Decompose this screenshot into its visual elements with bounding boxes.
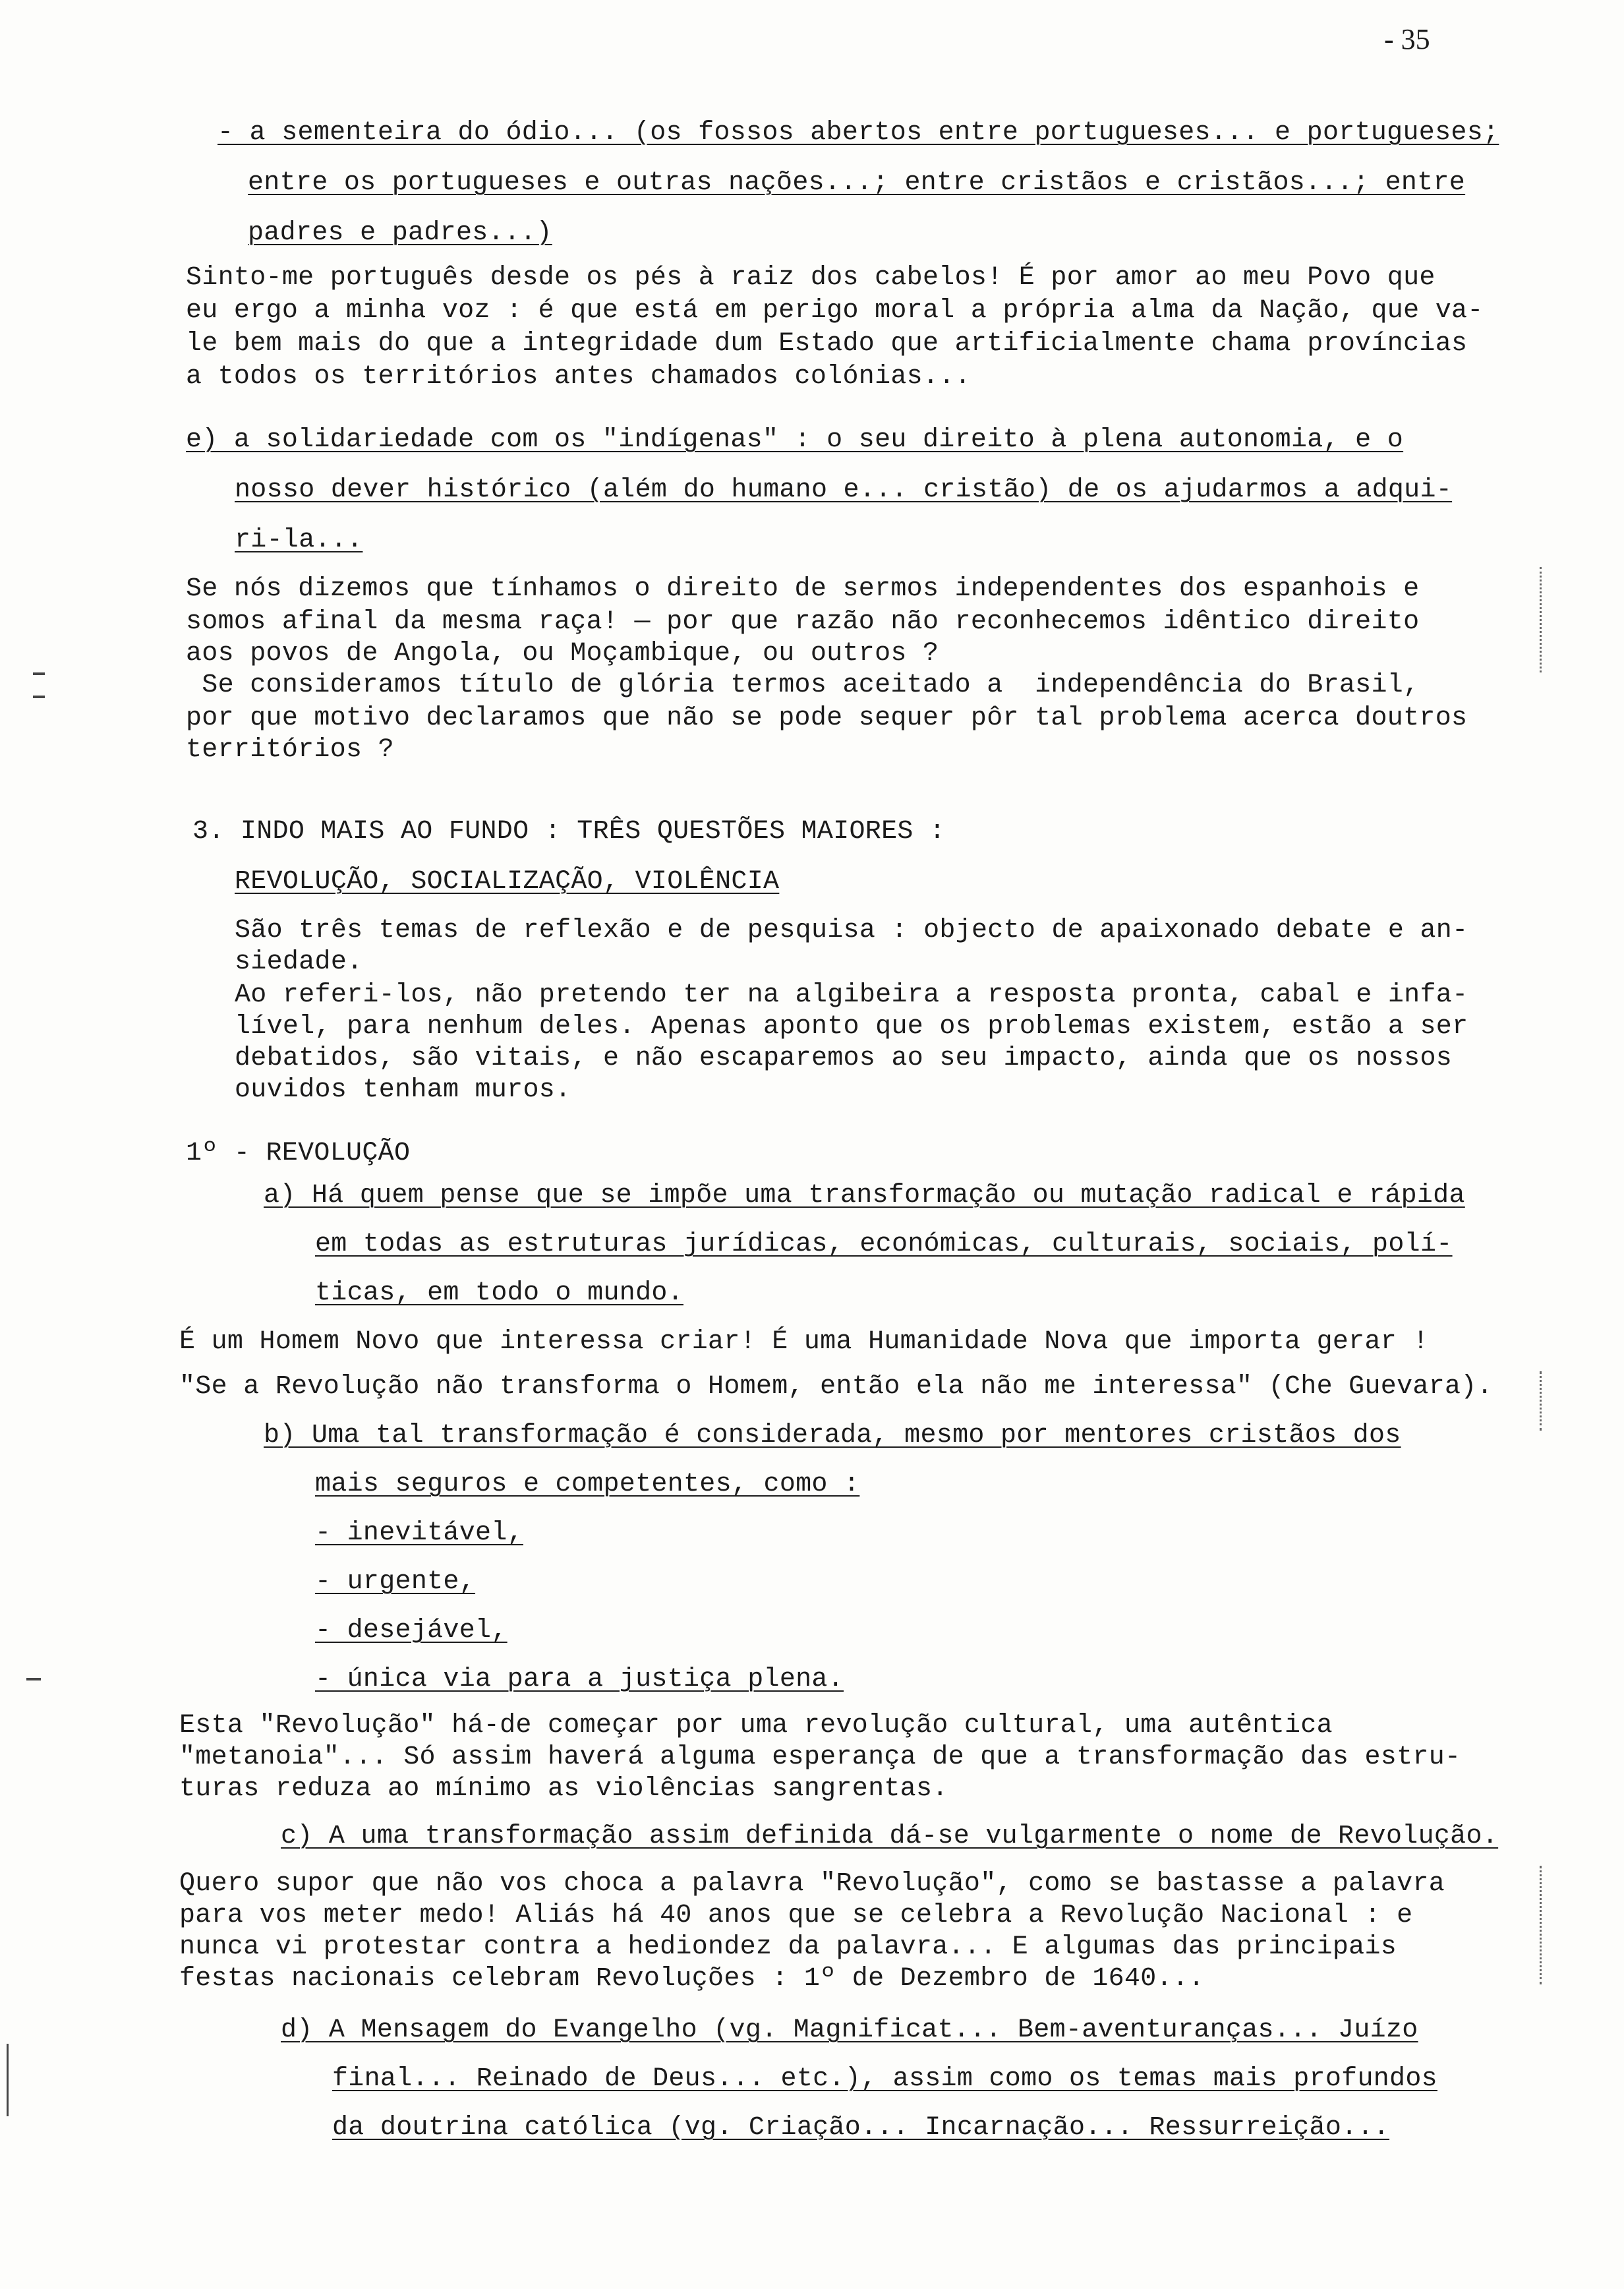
text-line: somos afinal da mesma raça! — por que razão não reconhecemos idêntico direito [186,607,1420,637]
text-line: em todas as estruturas jurídicas, económicas, culturais, sociais, polí- [315,1230,1453,1259]
text-line: Se consideramos título de glória termos aceitado a independência do Brasil, [186,670,1420,700]
text-line: Esta "Revolução" há-de começar por uma revolução cultural, uma autêntica [179,1711,1333,1740]
text-line: festas nacionais celebram Revoluções : 1º de Dezembro de 1640... [179,1964,1205,1994]
text-line: debatidos, são vitais, e não escaparemos ao seu impacto, ainda que os nossos [235,1044,1453,1073]
text-line: entre os portugueses e outras nações...; entre cristãos e cristãos...; entre [248,168,1466,198]
text-line: turas reduza ao mínimo as violências sangrentas. [179,1774,948,1804]
text-line: b) Uma tal transformação é considerada, mesmo por mentores cristãos dos [264,1421,1401,1450]
text-line: siedade. [235,947,363,977]
text-line: nunca vi protestar contra a hediondez da palavra... E algumas das principais [179,1932,1397,1962]
text-line: - a sementeira do ódio... (os fossos abertos entre portugueses... e portugueses; [218,118,1499,148]
text-line: por que motivo declaramos que não se pode sequer pôr tal problema acerca doutros [186,703,1468,733]
text-line: ticas, em todo o mundo. [315,1278,683,1308]
margin-mark [26,1678,41,1680]
list-item: - inevitável, [315,1518,523,1548]
text-line: final... Reinado de Deus... etc.), assim como os temas mais profundos [332,2064,1437,2094]
text-line: padres e padres...) [248,218,552,248]
list-item: - desejável, [315,1616,508,1646]
text-line: e) a solidariedade com os "indígenas" : o seu direito à plena autonomia, e o [186,425,1404,455]
margin-mark [33,672,45,675]
text-line: São três temas de reflexão e de pesquisa : objecto de apaixonado debate e an- [235,916,1468,945]
margin-mark [7,2044,9,2116]
text-line: da doutrina católica (vg. Criação... Incarnação... Ressurreição... [332,2113,1390,2143]
text-line: a) Há quem pense que se impõe uma transformação ou mutação radical e rápida [264,1181,1465,1210]
text-line: territórios ? [186,735,394,765]
text-line: c) A uma transformação assim definida dá-se vulgarmente o nome de Revolução. [281,1822,1499,1851]
list-item: - única via para a justiça plena. [315,1665,844,1694]
margin-dots [1540,567,1544,672]
text-line: mais seguros e competentes, como : [315,1470,860,1499]
margin-mark [33,696,45,698]
margin-dots [1540,1866,1544,1984]
text-line: Se nós dizemos que tínhamos o direito de sermos independentes dos espanhois e [186,574,1420,604]
text-line: aos povos de Angola, ou Moçambique, ou outros ? [186,639,939,669]
text-line: nosso dever histórico (além do humano e... cristão) de os ajudarmos a adqui- [235,475,1453,505]
text-line: ri-la... [235,525,363,555]
list-item: - urgente, [315,1567,476,1597]
text-line: lível, para nenhum deles. Apenas aponto que os problemas existem, estão a ser [235,1012,1468,1042]
text-line: eu ergo a minha voz : é que está em perigo moral a própria alma da Nação, que va- [186,296,1484,326]
text-line: para vos meter medo! Aliás há 40 anos que se celebra a Revolução Nacional : e [179,1901,1413,1930]
text-line: a todos os territórios antes chamados colónias... [186,362,971,392]
text-line: d) A Mensagem do Evangelho (vg. Magnificat... Bem-aventuranças... Juízo [281,2015,1418,2045]
page-number: - 35 [1384,23,1430,55]
margin-dots [1540,1371,1544,1431]
text-line: É um Homem Novo que interessa criar! É uma Humanidade Nova que importa gerar ! [179,1327,1429,1357]
subsection-heading: 1º - REVOLUÇÃO [186,1139,411,1168]
section-subheading: REVOLUÇÃO, SOCIALIZAÇÃO, VIOLÊNCIA [235,867,780,897]
text-line: "metanoia"... Só assim haverá alguma esperança de que a transformação das estru- [179,1742,1461,1772]
text-line: Sinto-me português desde os pés à raiz dos cabelos! É por amor ao meu Povo que [186,263,1436,293]
text-line: Quero supor que não vos choca a palavra "Revolução", como se bastasse a palavra [179,1869,1445,1899]
text-line: Ao referi-los, não pretendo ter na algibeira a resposta pronta, cabal e infa- [235,980,1468,1010]
text-line: "Se a Revolução não transforma o Homem, então ela não me interessa" (Che Guevara). [179,1372,1493,1402]
text-line: le bem mais do que a integridade dum Estado que artificialmente chama províncias [186,329,1468,359]
section-heading: 3. INDO MAIS AO FUNDO : TRÊS QUESTÕES MAIORES : [192,817,946,847]
text-line: ouvidos tenham muros. [235,1075,571,1105]
